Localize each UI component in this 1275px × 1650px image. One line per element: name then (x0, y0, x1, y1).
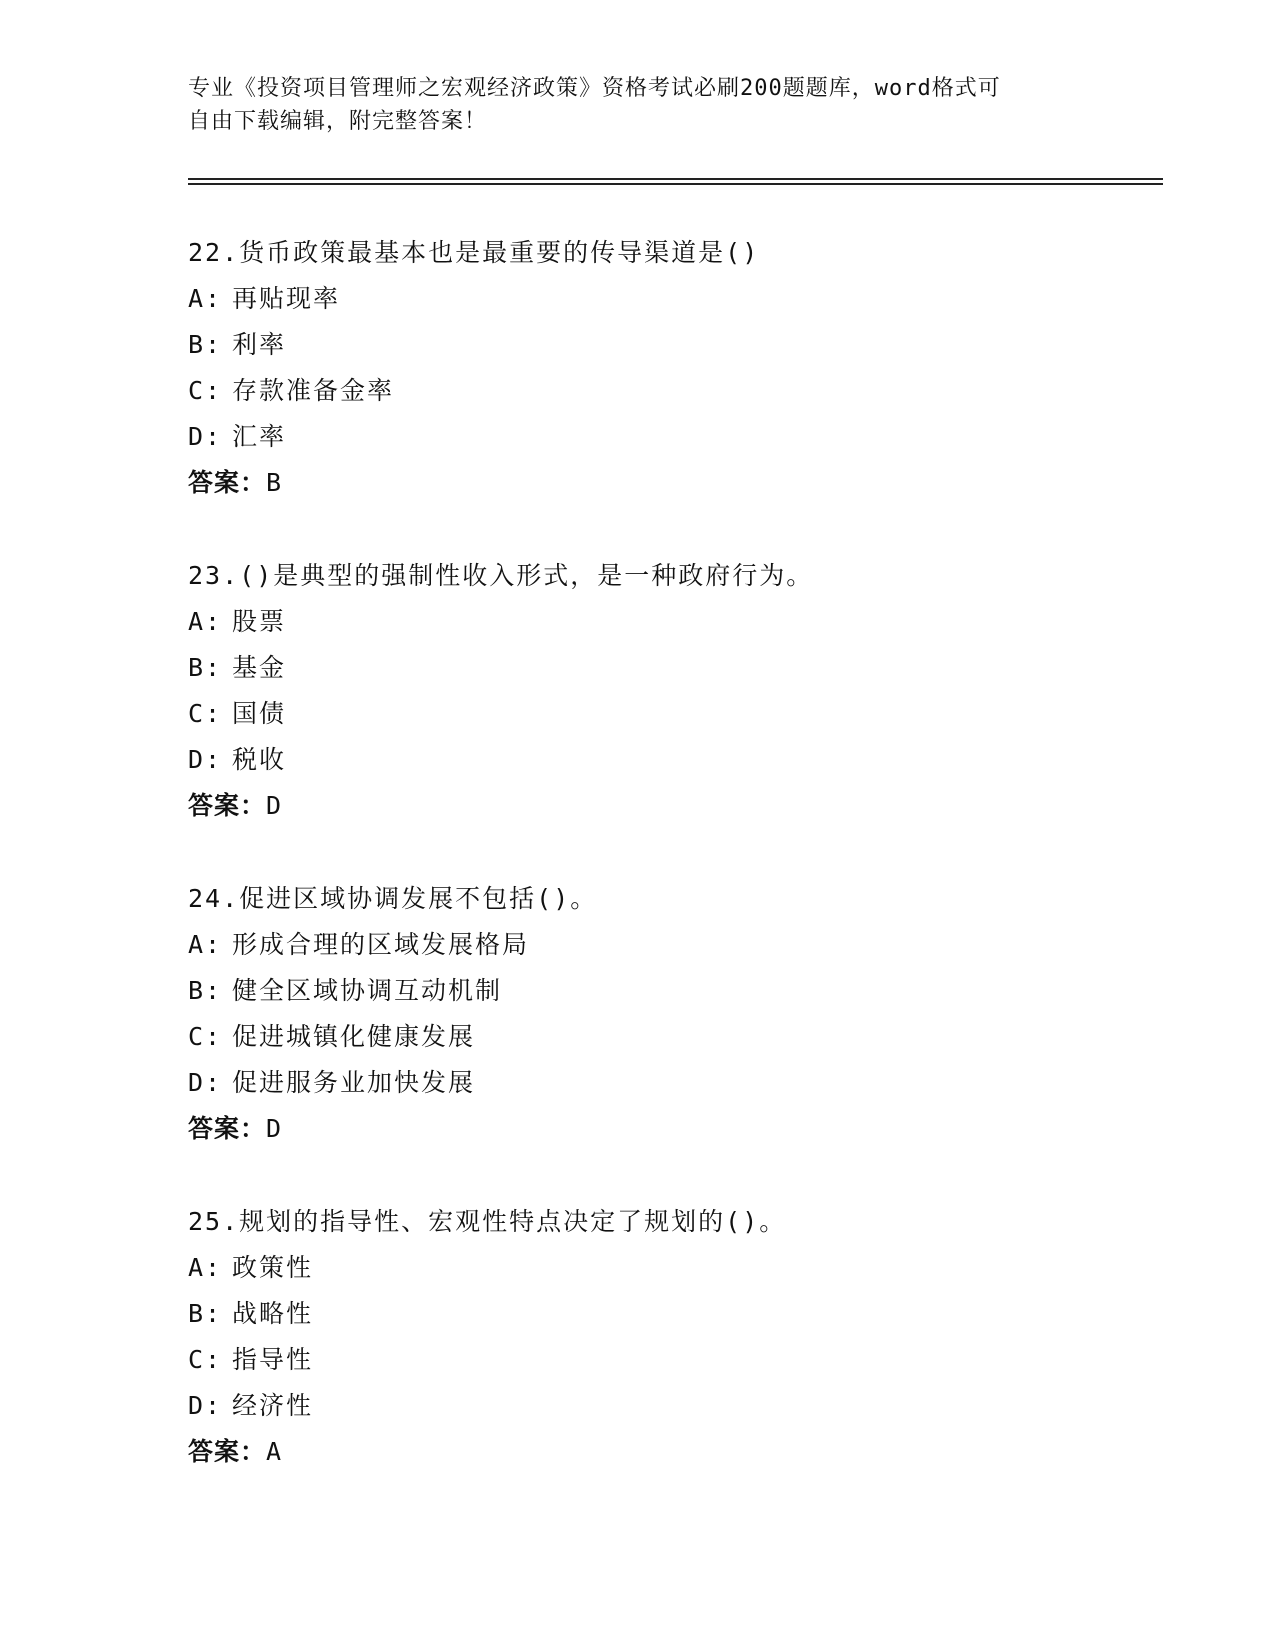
option-text: 存款准备金率 (232, 376, 395, 405)
option-letter: D: (188, 745, 223, 774)
option-c (188, 1014, 1148, 1060)
header-line-2: 自由下载编辑，附完整答案！ (188, 109, 488, 134)
answer-value: D (266, 1114, 282, 1143)
option-text: 国债 (232, 699, 287, 728)
option-a (188, 922, 1148, 968)
header-divider-bottom (188, 183, 1163, 185)
option-letter: C: (188, 699, 223, 728)
option-a (188, 276, 1148, 322)
question-24 (188, 876, 1148, 1152)
option-text: 政策性 (232, 1253, 314, 1282)
option-letter: B: (188, 1299, 223, 1328)
question-22 (188, 230, 1148, 506)
option-b (188, 322, 1148, 368)
answer-label: 答案： (188, 468, 267, 497)
option-b (188, 968, 1148, 1014)
option-c (188, 1337, 1148, 1383)
option-a (188, 1245, 1148, 1291)
answer-value: B (266, 468, 282, 497)
option-c (188, 368, 1148, 414)
option-c (188, 691, 1148, 737)
header-divider-top (188, 178, 1163, 180)
option-b (188, 1291, 1148, 1337)
answer-label: 答案： (188, 1437, 267, 1466)
option-d (188, 737, 1148, 783)
answer-line (188, 1106, 1148, 1152)
option-text: 指导性 (232, 1345, 314, 1374)
header-line-1: 专业《投资项目管理师之宏观经济政策》资格考试必刷200题题库，word格式可 (188, 76, 1001, 101)
option-letter: C: (188, 1022, 223, 1051)
answer-line (188, 460, 1148, 506)
option-letter: A: (188, 930, 223, 959)
option-b (188, 645, 1148, 691)
option-text: 促进服务业加快发展 (232, 1068, 476, 1097)
option-text: 再贴现率 (232, 284, 341, 313)
option-text: 形成合理的区域发展格局 (232, 930, 530, 959)
option-letter: A: (188, 284, 223, 313)
option-letter: B: (188, 653, 223, 682)
question-stem: 25.规划的指导性、宏观性特点决定了规划的()。 (188, 1207, 787, 1236)
answer-label: 答案： (188, 1114, 267, 1143)
option-d (188, 1383, 1148, 1429)
answer-label: 答案： (188, 791, 267, 820)
option-letter: C: (188, 376, 223, 405)
option-text: 健全区域协调互动机制 (232, 976, 503, 1005)
option-text: 股票 (232, 607, 287, 636)
question-stem: 23.()是典型的强制性收入形式，是一种政府行为。 (188, 561, 814, 590)
answer-value: D (266, 791, 282, 820)
question-23 (188, 553, 1148, 829)
answer-line (188, 783, 1148, 829)
option-text: 战略性 (232, 1299, 314, 1328)
option-text: 促进城镇化健康发展 (232, 1022, 476, 1051)
option-letter: B: (188, 330, 223, 359)
question-stem: 24.促进区域协调发展不包括()。 (188, 884, 598, 913)
option-text: 经济性 (232, 1391, 314, 1420)
question-stem: 22.货币政策最基本也是最重要的传导渠道是() (188, 238, 760, 267)
option-letter: B: (188, 976, 223, 1005)
option-d (188, 414, 1148, 460)
option-text: 基金 (232, 653, 287, 682)
option-letter: D: (188, 422, 223, 451)
option-letter: A: (188, 1253, 223, 1282)
option-text: 税收 (232, 745, 287, 774)
question-25 (188, 1199, 1148, 1475)
option-letter: D: (188, 1391, 223, 1420)
option-text: 利率 (232, 330, 287, 359)
option-letter: C: (188, 1345, 223, 1374)
option-letter: A: (188, 607, 223, 636)
option-text: 汇率 (232, 422, 287, 451)
document-header (188, 72, 1088, 138)
option-a (188, 599, 1148, 645)
option-d (188, 1060, 1148, 1106)
answer-line (188, 1429, 1148, 1475)
option-letter: D: (188, 1068, 223, 1097)
answer-value: A (266, 1437, 282, 1466)
